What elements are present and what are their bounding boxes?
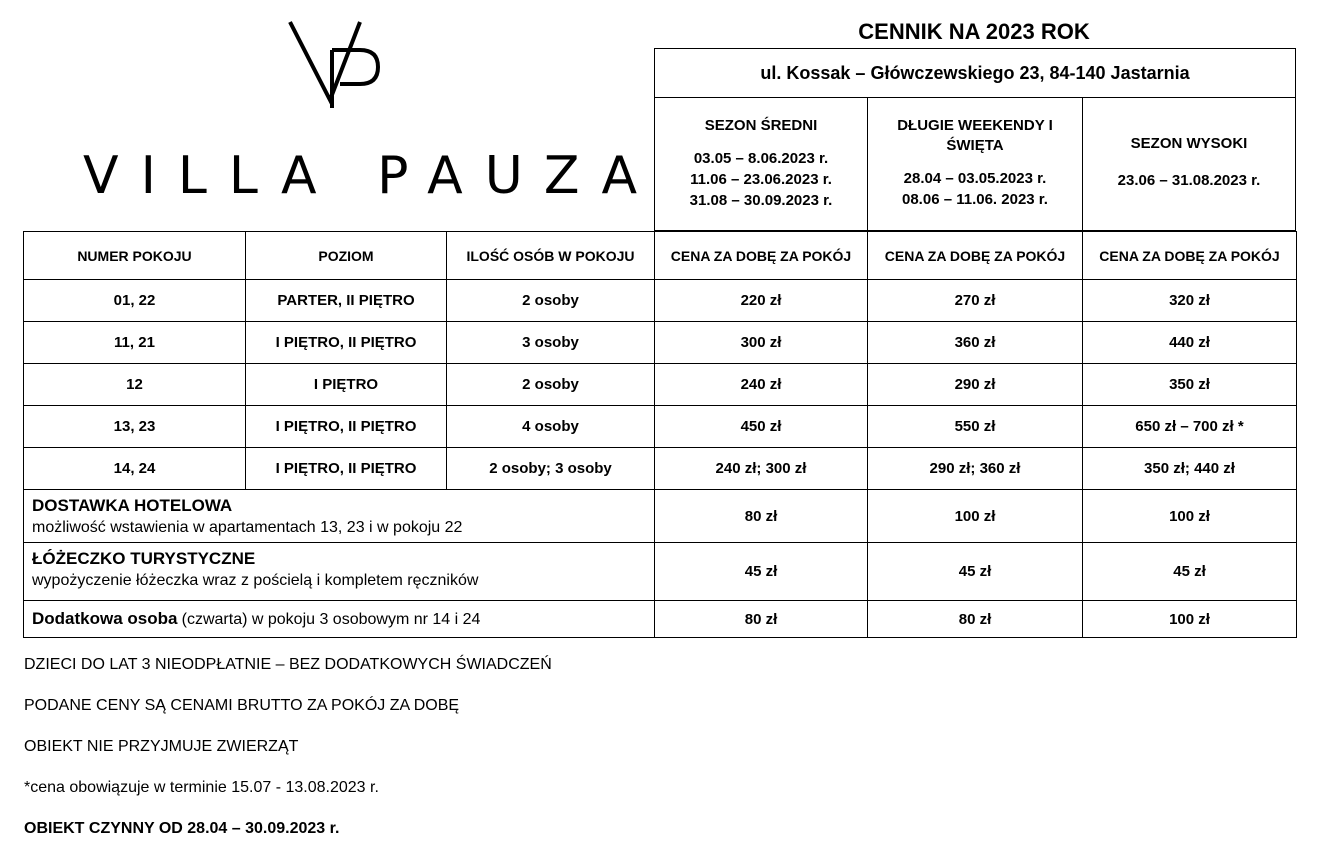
- extra-row-hotel-bed: DOSTAWKA HOTELOWA możliwość wstawienia w apartamentach 13, 23 i w pokoju 22 80 zł 100 zł 100 zł: [24, 490, 1297, 543]
- column-header: NUMER POKOJU: [24, 232, 246, 280]
- column-header: POZIOM: [246, 232, 447, 280]
- column-header: CENA ZA DOBĘ ZA POKÓJ: [655, 232, 868, 280]
- price-table: [23, 231, 1297, 638]
- note: *cena obowiązuje w terminie 15.07 - 13.08.2023 r.: [24, 779, 379, 796]
- brand-name: VILLA PAUZA: [83, 146, 660, 206]
- table-row: 13, 23 I PIĘTRO, II PIĘTRO 4 osoby 450 zł 550 zł 650 zł – 700 zł *: [24, 406, 1297, 448]
- price-list-title: CENNIK NA 2023 ROK: [858, 19, 1090, 44]
- column-header: ILOŚĆ OSÓB W POKOJU: [447, 232, 655, 280]
- season-high: SEZON WYSOKI 23.06 – 31.08.2023 r.: [1083, 98, 1296, 231]
- season-mid: SEZON ŚREDNI 03.05 – 8.06.2023 r. 11.06 – 23.06.2023 r. 31.08 – 30.09.2023 r.: [655, 98, 868, 231]
- season-long-weekends: DŁUGIE WEEKENDY I ŚWIĘTA 28.04 – 03.05.2023 r. 08.06 – 11.06. 2023 r.: [868, 98, 1083, 231]
- note: OBIEKT NIE PRZYJMUJE ZWIERZĄT: [24, 738, 299, 755]
- column-header: CENA ZA DOBĘ ZA POKÓJ: [868, 232, 1083, 280]
- table-row: 01, 22 PARTER, II PIĘTRO 2 osoby 220 zł 270 zł 320 zł: [24, 280, 1297, 322]
- extra-row-travel-cot: ŁÓŻECZKO TURYSTYCZNE wypożyczenie łóżeczka wraz z pościelą i kompletem ręczników 45 zł 45 zł 45 zł: [24, 543, 1297, 601]
- table-row: 14, 24 I PIĘTRO, II PIĘTRO 2 osoby; 3 osoby 240 zł; 300 zł 290 zł; 360 zł 350 zł; 440 zł: [24, 448, 1297, 490]
- table-row: 11, 21 I PIĘTRO, II PIĘTRO 3 osoby 300 zł 360 zł 440 zł: [24, 322, 1297, 364]
- extra-row-extra-person: Dodatkowa osoba (czwarta) w pokoju 3 osobowym nr 14 i 24 80 zł 80 zł 100 zł: [24, 601, 1297, 638]
- season-header: [654, 48, 1296, 231]
- note-opening-period: OBIEKT CZYNNY OD 28.04 – 30.09.2023 r.: [24, 820, 340, 837]
- column-header: CENA ZA DOBĘ ZA POKÓJ: [1083, 232, 1297, 280]
- note: DZIECI DO LAT 3 NIEODPŁATNIE – BEZ DODATKOWYCH ŚWIADCZEŃ: [24, 656, 552, 673]
- note: PODANE CENY SĄ CENAMI BRUTTO ZA POKÓJ ZA DOBĘ: [24, 697, 460, 714]
- address: ul. Kossak – Główczewskiego 23, 84-140 Jastarnia: [655, 49, 1296, 98]
- table-row: 12 I PIĘTRO 2 osoby 240 zł 290 zł 350 zł: [24, 364, 1297, 406]
- table-header-row: [24, 232, 1297, 280]
- notes: [24, 655, 552, 860]
